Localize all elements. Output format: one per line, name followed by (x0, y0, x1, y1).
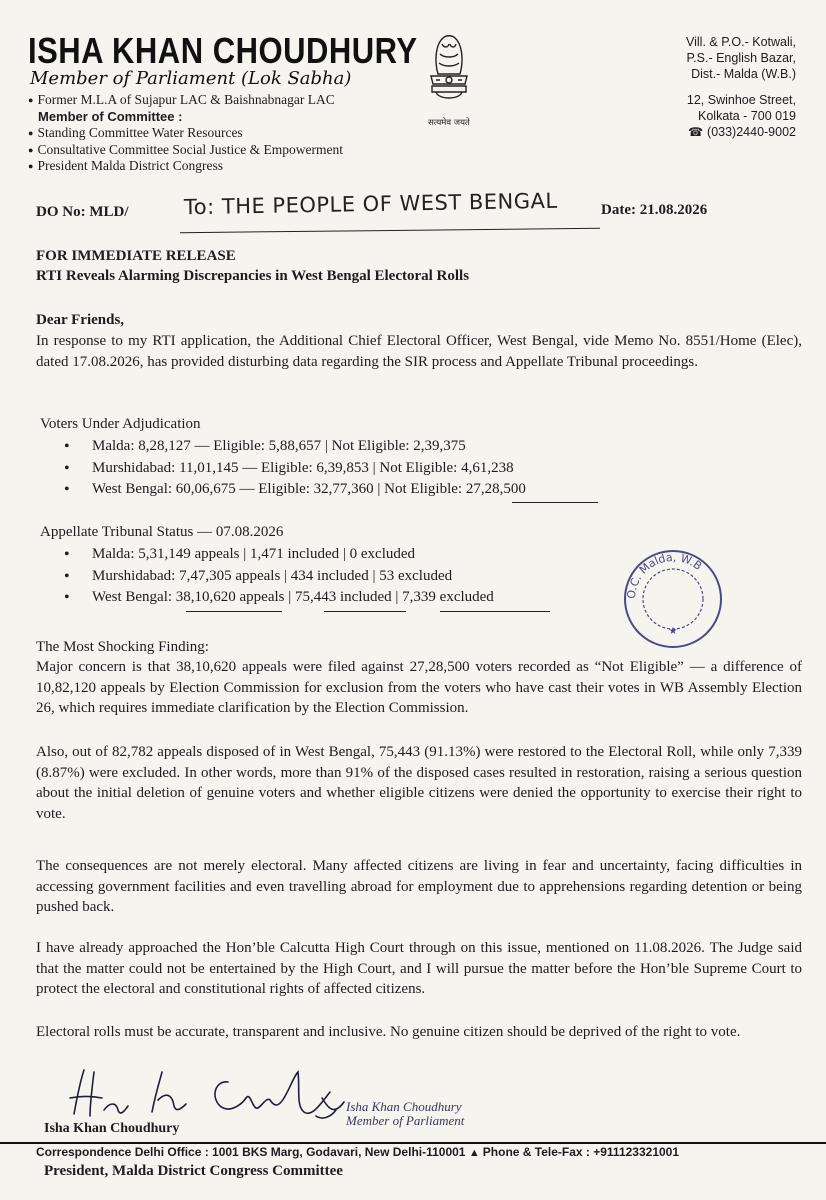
list-item: • West Bengal: 60,06,675 — Eligible: 32,77,360 | Not Eligible: 27,28,500 (66, 479, 526, 501)
seal-text: O.C. Malda, W.B (624, 550, 705, 600)
adjudication-list (40, 436, 526, 501)
committee-heading: Member of Committee : (38, 108, 183, 124)
president-credential: ● President Malda District Congress (28, 158, 343, 175)
residential-address (686, 34, 796, 140)
address-phone (686, 124, 796, 140)
court-paragraph (36, 938, 802, 1000)
finding-paragraph (36, 657, 802, 719)
stamp-title: Member of Parliament (346, 1113, 465, 1128)
intro-paragraph (36, 331, 802, 372)
svg-text:★: ★ (668, 626, 678, 637)
do-number: DO No: MLD/ (36, 204, 129, 220)
handwritten-underline (324, 611, 406, 612)
list-item: • Malda: 5,31,149 appeals | 1,471 included | 0 excluded (66, 544, 494, 566)
tribunal-title: Appellate Tribunal Status — 07.08.2026 (40, 524, 284, 540)
former-mla: ● Former M.L.A of Sujapur LAC & Baishnabnagar LAC (28, 92, 343, 109)
adjudication-title: Voters Under Adjudication (40, 416, 201, 432)
signature-stamp (346, 1100, 464, 1128)
triangle-icon: ▲ (468, 1147, 483, 1159)
intro-text: In response to my RTI application, the Additional Chief Electoral Officer, West Bengal, vide Memo No. 8551/Home (Elec), dated 17.08.2026, has provided disturbing data regarding the SIR process and Appellate Tribunal proceedings. (36, 333, 802, 370)
list-item: • West Bengal: 38,10,620 appeals | 75,443 included | 7,339 excluded (66, 587, 494, 609)
committee-item: ● Standing Committee Water Resources (28, 125, 343, 142)
letter-date: Date: 21.08.2026 (601, 202, 708, 218)
stamp-name: Isha Khan Choudhury (346, 1099, 462, 1114)
address-street: 12, Swinhoe Street, (686, 93, 796, 107)
emblem-motto: सत्यमेव जयते (428, 118, 470, 128)
phone-number: (033)2440-9002 (707, 125, 796, 139)
closing-paragraph (36, 1022, 802, 1043)
disposed-text: Also, out of 82,782 appeals disposed of in West Bengal, 75,443 (91.13%) were restored to the Electoral Roll, while only 7,339 (8.87%) were excluded. In other words, more than 91% of the disposed cases resulted in restoration, raising a serious question about the initial deletion of genuine voters and whether eligible citizens were denied the opportunity to exercise their right to vote. (36, 744, 802, 822)
salutation: Dear Friends, (36, 312, 125, 328)
letterhead-credentials (28, 92, 343, 175)
recipient-handwritten: To: THE PEOPLE OF WEST BENGAL (183, 188, 558, 220)
list-item: • Malda: 8,28,127 — Eligible: 5,88,657 | Not Eligible: 2,39,375 (66, 436, 526, 458)
reference-line (36, 188, 796, 230)
closing-text: Electoral rolls must be accurate, transparent and inclusive. No genuine citizen should be deprived of the right to vote. (36, 1024, 741, 1040)
disposed-paragraph (36, 742, 802, 824)
address-ps: P.S.- English Bazar, (686, 51, 796, 65)
svg-text:O.C. Malda, W.B (625, 551, 704, 599)
signatory-name: Isha Khan Choudhury (44, 1121, 180, 1136)
handwritten-underline (440, 611, 550, 612)
release-headline: RTI Reveals Alarming Discrepancies in West Bengal Electoral Rolls (36, 268, 470, 284)
finding-title: The Most Shocking Finding: (36, 639, 209, 655)
footer-phone: Phone & Tele-Fax : +911123321001 (482, 1145, 680, 1159)
handwritten-underline (512, 502, 598, 503)
committee-item: ● Consultative Committee Social Justice & Empowerment (28, 142, 343, 159)
national-emblem-icon (418, 30, 480, 126)
footer-address (36, 1145, 679, 1159)
footer-rule (0, 1142, 826, 1144)
signatory-president: President, Malda District Congress Committee (44, 1163, 343, 1179)
handwritten-signature-icon (60, 1062, 360, 1122)
address-city: Kolkata - 700 019 (698, 109, 796, 123)
release-tag: FOR IMMEDIATE RELEASE (36, 248, 236, 264)
address-district: Dist.- Malda (W.B.) (691, 67, 796, 81)
finding-text: Major concern is that 38,10,620 appeals were filed against 27,28,500 voters recorded as “Not Eligible” — a difference of 10,82,120 appeals by Election Commission for exclusion from the voters who have cast their votes in WB Assembly Election 26, which requires immediate clarification by the Election Commission. (36, 659, 802, 716)
consequences-paragraph (36, 856, 802, 918)
consequences-text: The consequences are not merely electoral. Many affected citizens are living in fear and uncertainty, facing difficulties in accessing government facilities and even travelling abroad for employment due to apprehensions regarding detention or being pushed back. (36, 858, 802, 915)
release-header (36, 246, 469, 286)
address-village: Vill. & P.O.- Kotwali, (686, 35, 796, 49)
list-item: • Murshidabad: 7,47,305 appeals | 434 included | 53 excluded (66, 566, 494, 588)
court-text: I have already approached the Hon’ble Calcutta High Court through on this issue, mentioned on 11.08.2026. The Judge said that the matter could not be entertained by the High Court, and I will pursue the matter before the Hon’ble Supreme Court to protect the electoral and constitutional rights of affected citizens. (36, 940, 802, 997)
handwritten-underline (186, 611, 282, 612)
footer-office: Correspondence Delhi Office : 1001 BKS Marg, Godavari, New Delhi-110001 (36, 1145, 466, 1159)
list-item: • Murshidabad: 11,01,145 — Eligible: 6,39,853 | Not Eligible: 4,61,238 (66, 458, 526, 480)
telephone-icon: ☎ (688, 125, 704, 139)
tribunal-list (40, 544, 494, 609)
letterhead-name: ISHA KHAN CHOUDHURY (28, 30, 418, 72)
lion-capital-icon (418, 30, 480, 114)
letterhead-designation: Member of Parliament (Lok Sabha) (30, 68, 352, 89)
